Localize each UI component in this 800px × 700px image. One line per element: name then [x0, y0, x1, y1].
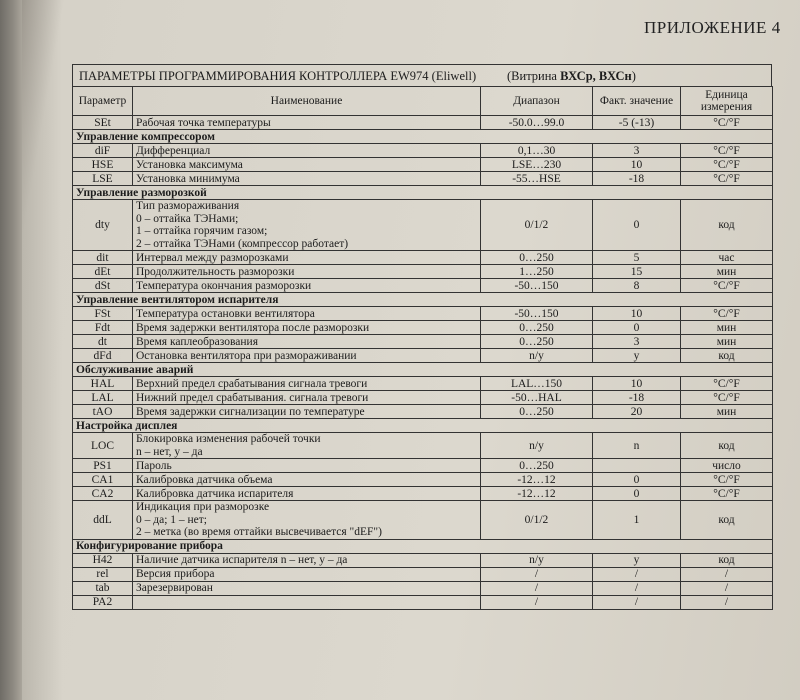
param-fact-value: -5 (-13): [593, 116, 681, 130]
param-fact-value: /: [593, 595, 681, 609]
param-code: FSt: [73, 307, 133, 321]
param-unit: °C/°F: [681, 172, 773, 186]
table-row: [73, 433, 773, 459]
table-row: [73, 335, 773, 349]
param-name-line: 2 – метка (во время оттайки высвечивается "dEF"): [136, 526, 382, 538]
param-unit: мин: [681, 335, 773, 349]
param-code: dEt: [73, 265, 133, 279]
param-code: CA2: [73, 487, 133, 501]
param-name: Верхний предел срабатывания сигнала тревоги: [133, 377, 481, 391]
param-name: Продолжительность разморозки: [133, 265, 481, 279]
param-unit: /: [681, 595, 773, 609]
param-name: Зарезервирован: [133, 581, 481, 595]
param-fact-value: 3: [593, 335, 681, 349]
param-code: dit: [73, 251, 133, 265]
param-name: [133, 595, 481, 609]
param-range: 0…250: [481, 321, 593, 335]
param-name-line: 0 – оттайка ТЭНами;: [136, 212, 239, 225]
param-name: Установка минимума: [133, 172, 481, 186]
param-range: LSE…230: [481, 158, 593, 172]
param-name: Версия прибора: [133, 567, 481, 581]
param-fact-value: 20: [593, 405, 681, 419]
param-code: LOC: [73, 433, 133, 459]
table-row: [73, 459, 773, 473]
section-title: Обслуживание аварий: [73, 363, 773, 377]
section-row: [73, 130, 773, 144]
section-row: [73, 186, 773, 200]
param-name: Остановка вентилятора при размораживании: [133, 349, 481, 363]
param-code: LSE: [73, 172, 133, 186]
param-name-line: Индикация при разморозке: [136, 501, 270, 513]
section-title: Управление вентилятором испарителя: [73, 293, 773, 307]
param-fact-value: 0: [593, 487, 681, 501]
section-title: Управление разморозкой: [73, 186, 773, 200]
param-fact-value: y: [593, 349, 681, 363]
param-code: Fdt: [73, 321, 133, 335]
header-unit: Единица измерения: [681, 87, 773, 116]
section-title: Конфигурирование прибора: [73, 539, 773, 553]
title-text: ПАРАМЕТРЫ ПРОГРАММИРОВАНИЯ КОНТРОЛЛЕРА EW974 (Eliwell): [79, 69, 477, 83]
param-code: dFd: [73, 349, 133, 363]
param-range: LAL…150: [481, 377, 593, 391]
table-row: [73, 200, 773, 251]
vitrina-prefix: (Витрина: [507, 69, 561, 83]
table-row: [73, 595, 773, 609]
param-unit: °C/°F: [681, 279, 773, 293]
param-code: dty: [73, 200, 133, 251]
param-unit: код: [681, 349, 773, 363]
section-title: Управление компрессором: [73, 130, 773, 144]
vitrina-models: ВХСр, ВХСн: [560, 69, 632, 83]
param-unit: /: [681, 581, 773, 595]
table-row: [73, 279, 773, 293]
param-range: n/y: [481, 553, 593, 567]
param-fact-value: 8: [593, 279, 681, 293]
param-unit: °C/°F: [681, 116, 773, 130]
param-fact-value: 10: [593, 307, 681, 321]
param-name-line: 0 – да; 1 – нет;: [136, 513, 208, 526]
param-name: [133, 433, 481, 459]
param-range: -55…HSE: [481, 172, 593, 186]
param-code: ddL: [73, 501, 133, 540]
param-name: Рабочая точка температуры: [133, 116, 481, 130]
param-name-line: 1 – оттайка горячим газом;: [136, 225, 268, 237]
param-name: Время задержки сигнализации по температуре: [133, 405, 481, 419]
param-name: Дифференциал: [133, 144, 481, 158]
table-title: [72, 64, 772, 86]
param-fact-value: 5: [593, 251, 681, 265]
header-param: Параметр: [73, 87, 133, 116]
param-unit: °C/°F: [681, 391, 773, 405]
param-name: Время задержки вентилятора после разморозки: [133, 321, 481, 335]
table-row: [73, 405, 773, 419]
param-fact-value: 3: [593, 144, 681, 158]
param-fact-value: [593, 459, 681, 473]
table-row: [73, 144, 773, 158]
param-fact-value: 0: [593, 473, 681, 487]
table-row: [73, 567, 773, 581]
param-name-line: Блокировка изменения рабочей точки: [136, 433, 321, 445]
param-fact-value: -18: [593, 172, 681, 186]
param-name-line: Тип размораживания: [136, 200, 240, 212]
param-name: Установка максимума: [133, 158, 481, 172]
parameters-table: [72, 86, 773, 610]
param-code: HAL: [73, 377, 133, 391]
param-range: 1…250: [481, 265, 593, 279]
vitrina-suffix: ): [631, 69, 636, 83]
table-row: [73, 473, 773, 487]
table-row: [73, 265, 773, 279]
table-row: [73, 116, 773, 130]
param-fact-value: 1: [593, 501, 681, 540]
table-row: [73, 158, 773, 172]
param-range: -50…HAL: [481, 391, 593, 405]
param-name-line: 2 – оттайка ТЭНами (компрессор работает): [136, 237, 349, 250]
param-range: -12…12: [481, 473, 593, 487]
param-range: 0…250: [481, 335, 593, 349]
table-row: [73, 391, 773, 405]
param-name: Наличие датчика испарителя n – нет, y – да: [133, 553, 481, 567]
header-name: Наименование: [133, 87, 481, 116]
param-name: Температура окончания разморозки: [133, 279, 481, 293]
table-body: [73, 116, 773, 610]
param-code: SEt: [73, 116, 133, 130]
param-name: Пароль: [133, 459, 481, 473]
param-range: 0/1/2: [481, 200, 593, 251]
section-row: [73, 419, 773, 433]
table-row: [73, 307, 773, 321]
param-code: CA1: [73, 473, 133, 487]
param-code: tAO: [73, 405, 133, 419]
param-unit: мин: [681, 265, 773, 279]
param-range: -50…150: [481, 307, 593, 321]
param-code: diF: [73, 144, 133, 158]
param-unit: °C/°F: [681, 487, 773, 501]
param-fact-value: 10: [593, 158, 681, 172]
table-row: [73, 377, 773, 391]
param-unit: °C/°F: [681, 158, 773, 172]
param-unit: мин: [681, 321, 773, 335]
param-code: PA2: [73, 595, 133, 609]
table-row: [73, 487, 773, 501]
param-name: Время каплеобразования: [133, 335, 481, 349]
param-name: Нижний предел срабатывания. сигнала тревоги: [133, 391, 481, 405]
param-range: /: [481, 567, 593, 581]
param-name: Температура остановки вентилятора: [133, 307, 481, 321]
param-code: H42: [73, 553, 133, 567]
param-unit: код: [681, 433, 773, 459]
book-spine: [0, 0, 22, 700]
param-code: tab: [73, 581, 133, 595]
table-row: [73, 321, 773, 335]
param-fact-value: /: [593, 567, 681, 581]
param-range: 0…250: [481, 405, 593, 419]
param-code: LAL: [73, 391, 133, 405]
header-fact: Факт. значение: [593, 87, 681, 116]
param-fact-value: 0: [593, 321, 681, 335]
table-header-row: [73, 87, 773, 116]
vitrina-label: [507, 65, 636, 86]
document-page: [22, 0, 800, 700]
table-row: [73, 349, 773, 363]
param-fact-value: y: [593, 553, 681, 567]
param-name-line: n – нет, y – да: [136, 445, 203, 458]
param-unit: код: [681, 501, 773, 540]
table-row: [73, 581, 773, 595]
param-range: /: [481, 595, 593, 609]
param-unit: °C/°F: [681, 377, 773, 391]
param-range: -50…150: [481, 279, 593, 293]
section-title: Настройка дисплея: [73, 419, 773, 433]
param-range: n/y: [481, 433, 593, 459]
param-unit: код: [681, 553, 773, 567]
param-range: /: [481, 581, 593, 595]
table-row: [73, 172, 773, 186]
param-fact-value: 0: [593, 200, 681, 251]
param-fact-value: 15: [593, 265, 681, 279]
table-row: [73, 251, 773, 265]
param-fact-value: -18: [593, 391, 681, 405]
param-unit: час: [681, 251, 773, 265]
param-unit: °C/°F: [681, 144, 773, 158]
param-name: [133, 200, 481, 251]
param-name: Калибровка датчика испарителя: [133, 487, 481, 501]
header-range: Диапазон: [481, 87, 593, 116]
param-range: -12…12: [481, 487, 593, 501]
param-range: 0,1…30: [481, 144, 593, 158]
param-range: 0/1/2: [481, 501, 593, 540]
param-fact-value: 10: [593, 377, 681, 391]
param-fact-value: n: [593, 433, 681, 459]
param-code: dt: [73, 335, 133, 349]
param-name: [133, 501, 481, 540]
param-unit: °C/°F: [681, 307, 773, 321]
param-code: rel: [73, 567, 133, 581]
param-code: PS1: [73, 459, 133, 473]
table-row: [73, 553, 773, 567]
table-row: [73, 501, 773, 540]
param-range: 0…250: [481, 459, 593, 473]
param-unit: число: [681, 459, 773, 473]
param-unit: код: [681, 200, 773, 251]
appendix-label: ПРИЛОЖЕНИЕ 4: [644, 18, 781, 37]
param-range: -50.0…99.0: [481, 116, 593, 130]
section-row: [73, 539, 773, 553]
param-name: Интервал между разморозками: [133, 251, 481, 265]
param-fact-value: /: [593, 581, 681, 595]
param-name: Калибровка датчика объема: [133, 473, 481, 487]
param-range: n/y: [481, 349, 593, 363]
section-row: [73, 293, 773, 307]
param-code: dSt: [73, 279, 133, 293]
param-code: HSE: [73, 158, 133, 172]
param-unit: /: [681, 567, 773, 581]
param-unit: °C/°F: [681, 473, 773, 487]
param-range: 0…250: [481, 251, 593, 265]
param-unit: мин: [681, 405, 773, 419]
section-row: [73, 363, 773, 377]
